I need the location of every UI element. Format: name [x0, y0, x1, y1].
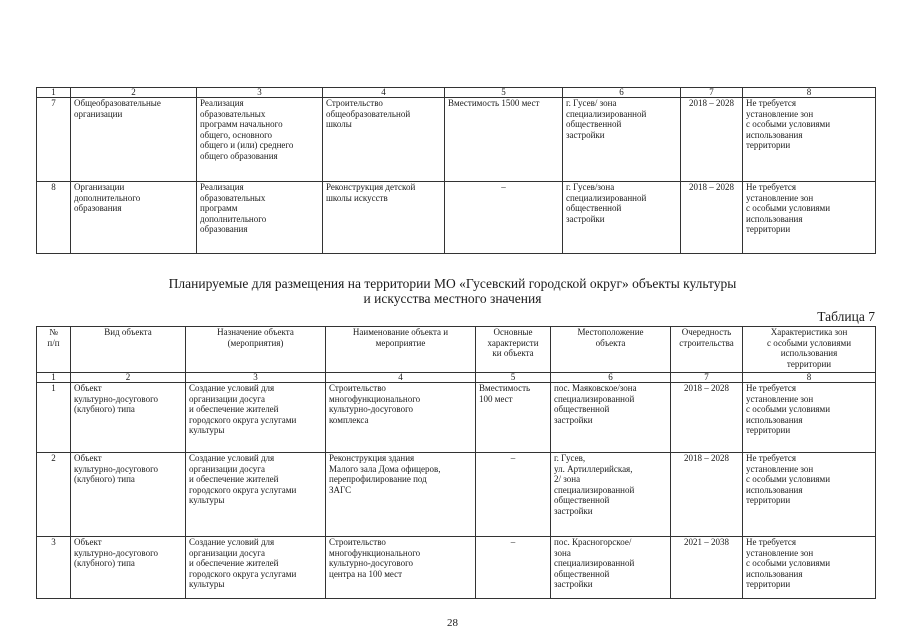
section-title: Планируемые для размещения на территории МО «Гусевский городской округ» объекты культуры	[168, 276, 737, 291]
cell: 7	[37, 98, 71, 182]
cell: 5	[445, 88, 563, 98]
cell: 3	[197, 88, 323, 98]
cell: 2018 – 2028	[671, 383, 743, 453]
cell: –	[445, 182, 563, 254]
table-row	[37, 182, 876, 254]
column-header: Характеристика зон с особыми условиями использования территории	[743, 327, 876, 373]
table-row	[37, 383, 876, 453]
cell: 8	[743, 88, 876, 98]
table-row	[37, 98, 876, 182]
cell: Общеобразовательные организации	[71, 98, 197, 182]
cell: 2021 – 2038	[671, 537, 743, 599]
culture-objects-table	[36, 326, 876, 599]
cell: пос. Красногорское/ зона специализированной общественной застройки	[551, 537, 671, 599]
cell: 7	[671, 373, 743, 383]
table-row	[37, 537, 876, 599]
cell: 3	[186, 373, 326, 383]
cell: –	[476, 537, 551, 599]
column-header: Очередность строительства	[671, 327, 743, 373]
column-number-row	[37, 88, 876, 98]
cell: 7	[681, 88, 743, 98]
column-header: Основные характеристи ки объекта	[476, 327, 551, 373]
cell: 6	[551, 373, 671, 383]
cell: 3	[37, 537, 71, 599]
cell: 2	[71, 373, 186, 383]
cell: Не требуется установление зон с особыми условиями использования территории	[743, 537, 876, 599]
table-row	[37, 453, 876, 537]
cell: 4	[323, 88, 445, 98]
column-header: № п/п	[37, 327, 71, 373]
cell: 5	[476, 373, 551, 383]
cell: 6	[563, 88, 681, 98]
page-number: 28	[447, 617, 458, 629]
column-header: Назначение объекта (мероприятия)	[186, 327, 326, 373]
cell: Не требуется установление зон с особыми условиями использования территории	[743, 453, 876, 537]
education-objects-table	[36, 87, 876, 254]
cell: Вместимость 100 мест	[476, 383, 551, 453]
cell: 2018 – 2028	[681, 98, 743, 182]
cell: Не требуется установление зон с особыми условиями использования территории	[743, 98, 876, 182]
cell: Строительство многофункционального культурно-досугового центра на 100 мест	[326, 537, 476, 599]
section-title-continued: и искусства местного значения	[363, 291, 542, 306]
cell: 1	[37, 88, 71, 98]
cell: Вместимость 1500 мест	[445, 98, 563, 182]
cell: Организации дополнительного образования	[71, 182, 197, 254]
column-header: Местоположение объекта	[551, 327, 671, 373]
cell: Объект культурно-досугового (клубного) типа	[71, 383, 186, 453]
cell: Реконструкция детской школы искусств	[323, 182, 445, 254]
cell: Создание условий для организации досуга и обеспечение жителей городского округа услугами культуры	[186, 453, 326, 537]
cell: г. Гусев/зона специализированной общественной застройки	[563, 182, 681, 254]
cell: 8	[37, 182, 71, 254]
table-label: Таблица 7	[817, 309, 875, 324]
table-header-row	[37, 327, 876, 373]
cell: 2	[37, 453, 71, 537]
cell: 2018 – 2028	[681, 182, 743, 254]
cell: Объект культурно-досугового (клубного) типа	[71, 453, 186, 537]
cell: Реализация образовательных программ начального общего, основного общего и (или) среднего общего образования	[197, 98, 323, 182]
cell: пос. Маяковское/зона специализированной общественной застройки	[551, 383, 671, 453]
cell: Объект культурно-досугового (клубного) типа	[71, 537, 186, 599]
column-header: Наименование объекта и мероприятие	[326, 327, 476, 373]
cell: Строительство общеобразовательной школы	[323, 98, 445, 182]
cell: 2018 – 2028	[671, 453, 743, 537]
cell: 2	[71, 88, 197, 98]
cell: г. Гусев/ зона специализированной общественной застройки	[563, 98, 681, 182]
cell: Реконструкция здания Малого зала Дома офицеров, перепрофилирование под ЗАГС	[326, 453, 476, 537]
cell: 4	[326, 373, 476, 383]
cell: 1	[37, 373, 71, 383]
cell: 1	[37, 383, 71, 453]
column-number-row	[37, 373, 876, 383]
cell: Не требуется установление зон с особыми условиями использования территории	[743, 383, 876, 453]
cell: г. Гусев, ул. Артиллерийская, 2/ зона специализированной общественной застройки	[551, 453, 671, 537]
column-header: Вид объекта	[71, 327, 186, 373]
cell: Реализация образовательных программ дополнительного образования	[197, 182, 323, 254]
cell: Создание условий для организации досуга и обеспечение жителей городского округа услугами культуры	[186, 537, 326, 599]
cell: Строительство многофункционального культурно-досугового комплекса	[326, 383, 476, 453]
cell: 8	[743, 373, 876, 383]
cell: Не требуется установление зон с особыми условиями использования территории	[743, 182, 876, 254]
cell: Создание условий для организации досуга и обеспечение жителей городского округа услугами культуры	[186, 383, 326, 453]
cell: –	[476, 453, 551, 537]
